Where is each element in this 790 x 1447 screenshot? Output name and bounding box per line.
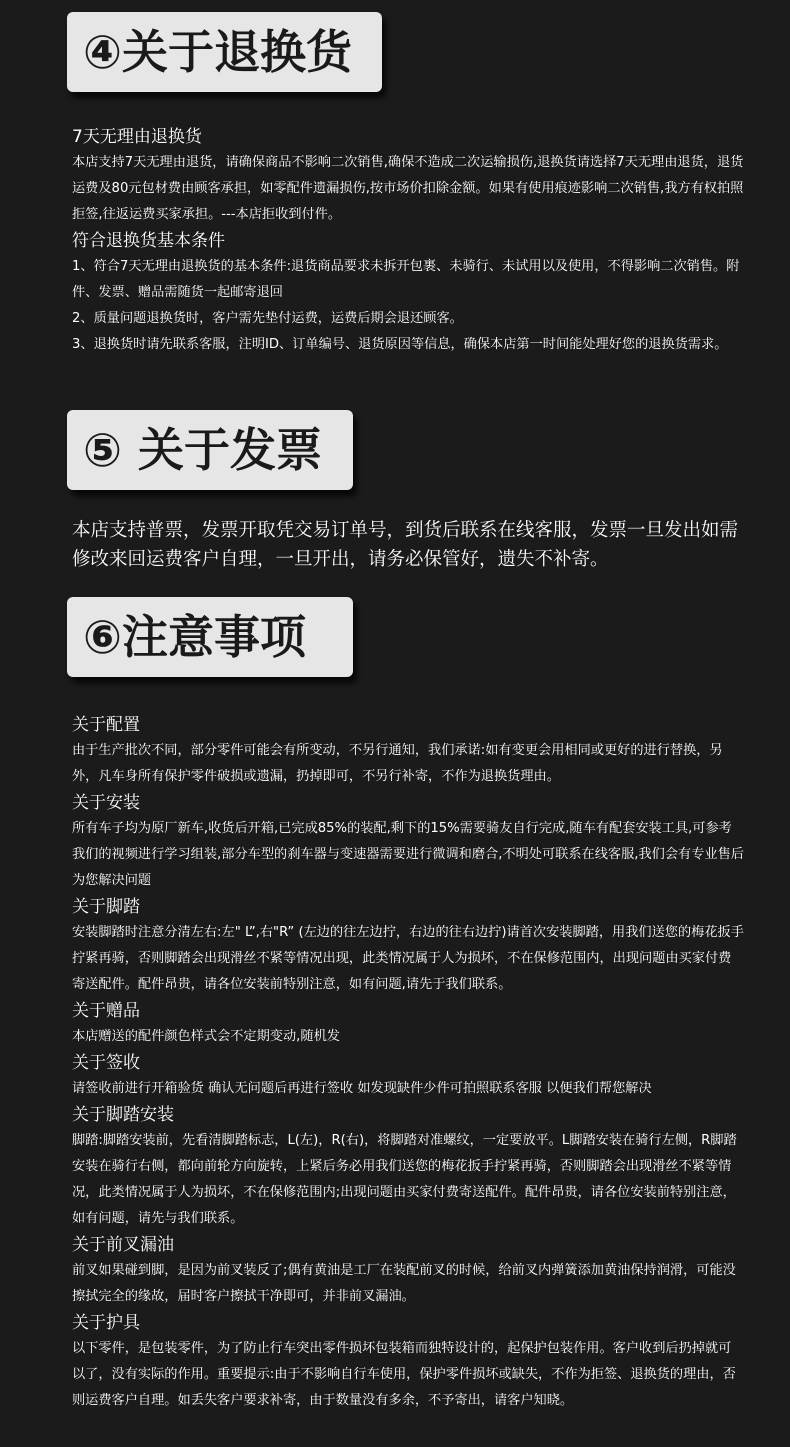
section6-heading-fork-oil: 关于前叉漏油: [72, 1235, 174, 1255]
section5-content: [72, 516, 744, 574]
section4-heading-1: 7天无理由退换货: [72, 127, 202, 147]
section4-badge-text: ④关于退换货: [83, 25, 352, 79]
section6-body-fork-oil: 前叉如果碰到脚，是因为前叉装反了;偶有黄油是工厂在装配前叉的时候，给前叉内弹簧添加黄油保持润滑，可能没擦拭完全的缘故，届时客户擦拭干净即可，并非前叉漏油。: [72, 1263, 736, 1304]
section5-body: 本店支持普票，发票开取凭交易订单号，到货后联系在线客服，发票一旦发出如需修改来回运费客户自理，一旦开出，请务必保管好，遗失不补寄。: [72, 520, 739, 570]
section4-heading-2: 符合退换货基本条件: [72, 231, 225, 251]
section6-heading-gift: 关于赠品: [72, 1001, 140, 1021]
section6-body-install: 所有车子均为原厂新车,收货后开箱,已完成85%的装配,剩下的15%需要骑友自行完成,随车有配套安装工具,可参考我们的视频进行学习组装,部分车型的刹车器与变速器需要进行微调和磨合,不明处可联系在线客服,我们会有专业售后为您解决问题: [72, 821, 744, 888]
section6-heading-pedal-install: 关于脚踏安装: [72, 1105, 174, 1125]
section6-body-config: 由于生产批次不同，部分零件可能会有所变动，不另行通知，我们承诺:如有变更会用相同或更好的进行替换，另外，凡车身所有保护零件破损或遗漏，扔掉即可，不另行补寄，不作为退换货理由。: [72, 743, 723, 784]
section5-badge-text: ⑤ 关于发票: [83, 423, 322, 477]
section6-heading-pedal: 关于脚踏: [72, 897, 140, 917]
section6-body-pedal: 安装脚踏时注意分清左右:左" L”,右"R” (左边的往左边拧，右边的往右边拧)请首次安装脚踏，用我们送您的梅花扳手拧紧再骑，否则脚踏会出现滑丝不紧等情况出现，此类情况属于人为损坏，不在保修范围内，出现问题由买家付费寄送配件。配件昂贵，请各位安装前特别注意，如有问题,请先于我们联系。: [72, 925, 744, 992]
section6-body-signoff: 请签收前进行开箱验货 确认无问题后再进行签收 如发现缺件少件可拍照联系客服 以便我们帮您解决: [72, 1081, 652, 1096]
section6-heading-install: 关于安装: [72, 793, 140, 813]
section6-heading-config: 关于配置: [72, 715, 140, 735]
section6-body-pedal-install: 脚踏:脚踏安装前，先看清脚踏标志，L(左)，R(右)，将脚踏对准螺纹，一定要放平。L脚踏安装在骑行左侧，R脚踏安装在骑行右侧，都向前轮方向旋转，上紧后务必用我们送您的梅花扳手拧紧再骑，否则脚踏会出现滑丝不紧等情况，此类情况属于人为损坏，不在保修范围内;出现问题由买家付费寄送配件。配件昂贵，请各位安装前特别注意，如有问题，请先与我们联系。: [72, 1133, 737, 1226]
section6-badge-text: ⑥注意事项: [83, 610, 306, 664]
section4-body-2: 1、符合7天无理由退换货的基本条件:退货商品要求未拆开包裹、未骑行、未试用以及使用，不得影响二次销售。附件、发票、赠品需随货一起邮寄退回 2、质量问题退换货时，客户需先垫付运费，运费后期会退还顾客。 3、退换货时请先联系客服，注明ID、订单编号、退货原因等信息，确保本店第一时间能处理好您的退换货需求。: [72, 259, 740, 352]
section5-badge: [67, 410, 353, 490]
section6-badge: [67, 597, 353, 677]
section4-body-1: 本店支持7天无理由退货，请确保商品不影响二次销售,确保不造成二次运输损伤,退换货请选择7天无理由退货，退货运费及80元包材费由顾客承担，如零配件遗漏损伤,按市场价扣除金额。如果有使用痕迹影响二次销售,我方有权拍照拒签,往返运费买家承担。---本店拒收到付件。: [72, 155, 744, 222]
section4-content: [72, 124, 744, 358]
section6-body-guards: 以下零件，是包装零件，为了防止行车突出零件损坏包装箱而独特设计的，起保护包装作用。客户收到后扔掉就可以了，没有实际的作用。重要提示:由于不影响自行车使用，保护零件损坏或缺失，不作为拒签、退换货的理由，否则运费客户自理。如丢失客户要求补寄，由于数量没有多余，不予寄出，请客户知晓。: [72, 1341, 736, 1408]
section6-heading-signoff: 关于签收: [72, 1053, 140, 1073]
section6-content: [72, 712, 744, 1414]
section6-body-gift: 本店赠送的配件颜色样式会不定期变动,随机发: [72, 1029, 340, 1044]
section4-badge: [67, 12, 382, 92]
section6-heading-guards: 关于护具: [72, 1313, 140, 1333]
